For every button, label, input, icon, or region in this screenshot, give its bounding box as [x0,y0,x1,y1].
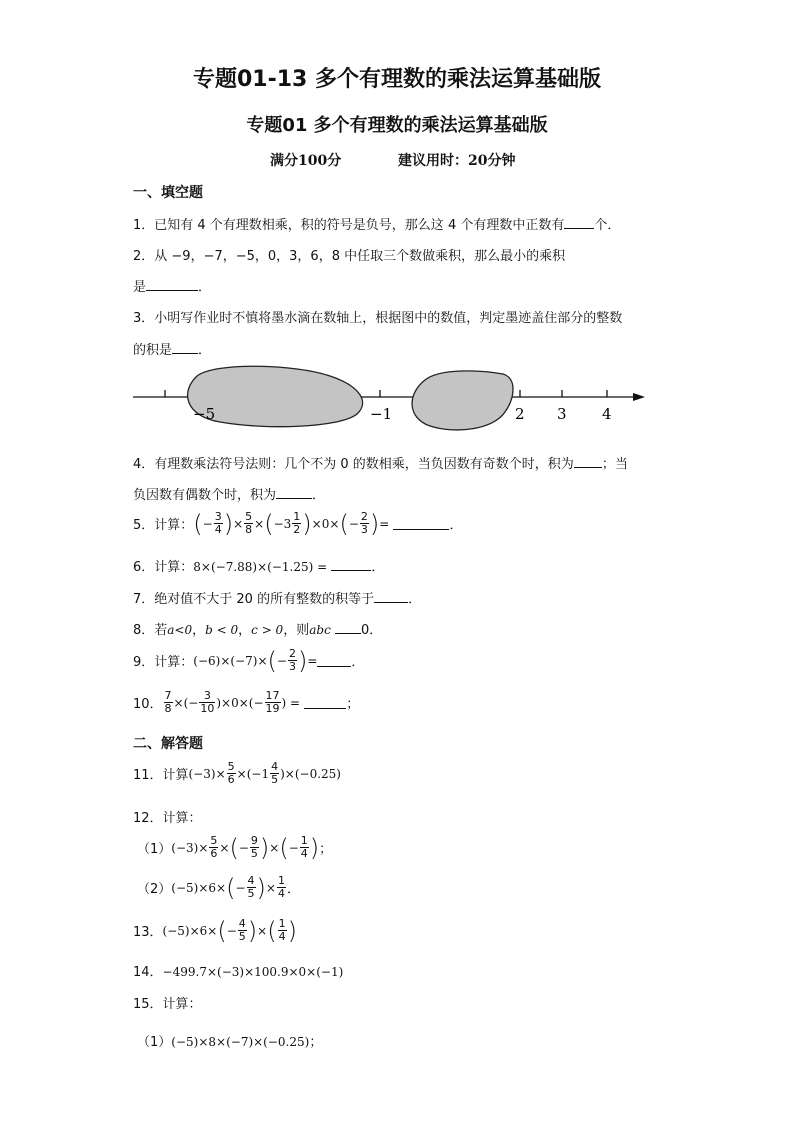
document-subtitle: 专题01 多个有理数的乘法运算基础版 [246,115,548,136]
q3-tail: ． [198,343,212,358]
question-2-line2 [133,276,211,295]
tick-label: 4 [602,405,612,423]
question-8: 8．若a<0，b < 0，c > 0，则abc 0． [133,623,383,638]
q4-tail: ． [312,488,326,503]
fraction: $\frac{4}{5}$ [247,874,255,900]
question-3-line2 [133,339,211,358]
full-score: 满分100分 [270,153,342,169]
q4-text: 4．有理数乘法符号法则：几个不为 0 的数相乘，当负因数有奇数个时，积为 [133,457,574,472]
suggested-time: 建议用时：20分钟 [398,153,516,169]
answer-blank[interactable] [304,696,346,709]
q15-label: 15．计算： [133,997,202,1012]
q3-text: 3．小明写作业时不慎将墨水滴在数轴上，根据图中的数值，判定墨迹盖住部分的整数 [133,311,623,326]
fraction: $\frac{2}{3}$ [360,510,368,536]
section-fill-in: 一、填空题 [133,185,203,201]
question-7: 7．绝对值不大于 20 的所有整数的积等于 ． [133,592,422,607]
q14-label: 14． [133,965,163,980]
q1-text: 1．已知有 4 个有理数相乘，积的符号是负号，那么这 4 个有理数中正数有 [133,218,565,233]
question-1 [133,214,620,233]
fraction: $\frac{3}{4}$ [214,510,222,536]
question-2 [133,245,565,264]
question-4 [133,453,628,472]
fraction: $\frac{5}{6}$ [210,834,218,860]
fraction: $\frac{17}{19}$ [265,689,280,715]
number-line-figure [125,362,655,437]
question-4-line2 [133,484,325,503]
question-3 [133,307,622,326]
tick-label: 3 [557,405,567,423]
answer-blank[interactable] [172,341,198,354]
question-13: 13． (−5)×6× ( − $\frac{4}{5}$ ) × ( $\frac{1}{4}$ ) [133,916,297,945]
question-14 [133,961,343,980]
q15-expression: (−5)×8×(−7)×(−0.25) [171,1035,310,1049]
answer-blank[interactable] [146,278,198,291]
q3-text-2: 的积是 [133,343,173,358]
fraction: $\frac{3}{10}$ [200,689,215,715]
tick-label: −1 [370,405,393,423]
fraction: $\frac{7}{8}$ [164,689,172,715]
q6-label: 6．计算： [133,560,194,575]
q2-tail: ． [198,280,212,295]
fraction: $\frac{1}{4}$ [278,917,286,943]
question-5: 5．计算： ( − $\frac{3}{4}$ ) × $\frac{5}{8}$ × ( −3 $\frac{1}{2}$ ) × 0 × ( − $\frac{2}{3}$ ) = ． [133,509,463,538]
fraction: $\frac{1}{2}$ [293,510,301,536]
document-title: 专题01-13 多个有理数的乘法运算基础版 [192,67,602,92]
answer-blank[interactable] [374,590,408,603]
q4-text-2: ；当 [601,457,628,472]
fraction: $\frac{9}{5}$ [250,834,258,860]
q4-text-3: 负因数有偶数个时，积为 [133,488,277,503]
q6-expression: 8×(−7.88)×(−1.25) = [193,560,328,574]
question-9: 9．计算： (−6)×(−7)× ( − $\frac{2}{3}$ ) = ． [133,646,365,675]
answer-blank[interactable] [335,621,361,634]
q14-expression: −499.7×(−3)×100.9×0×(−1) [162,965,344,979]
q10-label: 10． [133,697,163,712]
fraction: $\frac{2}{3}$ [288,647,296,673]
q1-tail: 个． [594,218,621,233]
q12-label: 12．计算： [133,811,202,826]
tick-label: 2 [515,405,525,423]
fraction: $\frac{1}{4}$ [300,834,308,860]
arrow-head-icon [633,393,645,401]
q2-text: 2．从 −9，−7，−5，0，3，6，8 中任取三个数做乘积，那么最小的乘积 [133,249,566,264]
question-10: 10． $\frac{7}{8}$ ×(− $\frac{3}{10}$ )× 0 ×(− $\frac{17}{19}$ ) = ； [133,689,360,715]
fraction: $\frac{4}{5}$ [238,917,246,943]
answer-blank[interactable] [331,558,371,571]
ink-blot-right [412,371,513,430]
question-12 [133,807,202,826]
question-12-part-1: （1） (−3)× $\frac{5}{6}$ × ( − $\frac{9}{5}$ ) × ( − $\frac{1}{4}$ ) ； [137,833,333,862]
answer-blank[interactable] [564,216,594,229]
q9-label: 9．计算： [133,655,194,670]
q11-label: 11．计算 [133,768,189,783]
question-15-part-1: （1）(−5)×8×(−7)×(−0.25)； [137,1035,323,1050]
fraction: $\frac{5}{8}$ [245,510,253,536]
fraction: $\frac{5}{6}$ [227,760,235,786]
fraction: $\frac{4}{5}$ [271,760,279,786]
question-6: 6．计算：8×(−7.88)×(−1.25) = ． [133,560,385,575]
q5-label: 5．计算： [133,518,194,533]
answer-blank[interactable] [317,654,351,667]
question-11: 11．计算 (−3)× $\frac{5}{6}$ × (−1 $\frac{4}{5}$ )×(−0.25) [133,760,341,786]
question-15 [133,993,202,1012]
q2-text-2: 是 [133,280,147,295]
q13-label: 13． [133,925,163,940]
question-12-part-2: （2） (−5)×6× ( − $\frac{4}{5}$ ) × $\frac{1}{4}$ ． [137,873,300,902]
q8-label: 8．若 [133,623,168,638]
answer-blank[interactable] [574,455,602,468]
q7-text: 7．绝对值不大于 20 的所有整数的积等于 [133,592,375,607]
tick-label: −5 [193,405,216,423]
answer-blank[interactable] [393,517,449,530]
section-solutions: 二、解答题 [133,736,203,752]
fraction: $\frac{1}{4}$ [277,874,285,900]
answer-blank[interactable] [276,486,312,499]
